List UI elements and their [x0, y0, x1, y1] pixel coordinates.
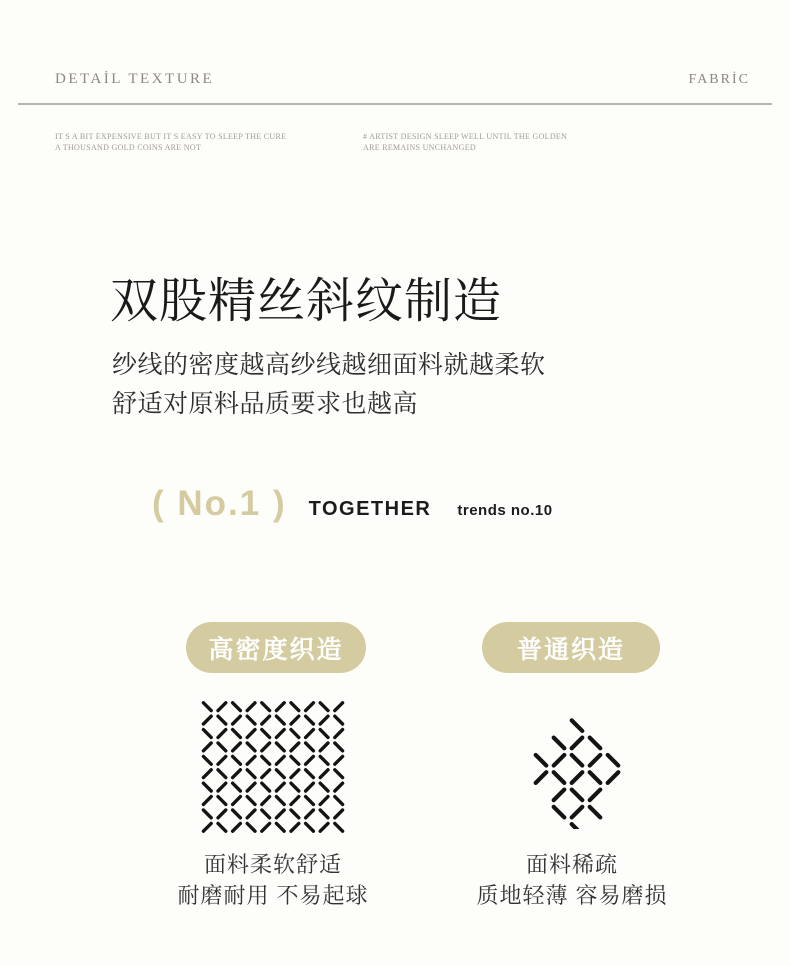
caption-dense-line1: 面料柔软舒适 [203, 852, 342, 877]
trend-label: trends no.10 [457, 502, 553, 519]
badge-high-density-weave: 高密度织造 [186, 622, 366, 673]
page-title: 双股精丝斜纹制造 [110, 275, 503, 328]
caption-sparse-line2: 质地轻薄 容易磨损 [476, 883, 668, 908]
badge-ordinary-weave: 普通织造 [482, 622, 660, 673]
brand-label: TOGETHER [308, 498, 432, 520]
header-fabric-label: FABRİC [688, 72, 750, 87]
header-divider [18, 103, 772, 105]
subtitle-line1: 纱线的密度越高纱线越细面料就越柔软 [112, 351, 546, 379]
header-detail-texture-label: DETAİL TEXTURE [55, 71, 215, 87]
tagline-left-line2: A THOUSAND GOLD COINS ARE NOT [55, 143, 202, 152]
sparse-weave-pattern [532, 717, 622, 829]
page-subtitle [112, 346, 546, 424]
dense-weave-pattern [200, 700, 346, 834]
caption-sparse-fabric [465, 849, 679, 911]
number-label: ( No.1 ) [152, 484, 287, 523]
number-row [152, 484, 553, 524]
tagline-left [55, 131, 286, 153]
subtitle-line2: 舒适对原料品质要求也越高 [112, 390, 419, 418]
caption-dense-fabric [166, 849, 380, 911]
caption-dense-line2: 耐磨耐用 不易起球 [177, 883, 369, 908]
tagline-right-line1: # ARTIST DESIGN SLEEP WELL UNTIL THE GOLDEN [363, 132, 568, 141]
tagline-right [363, 131, 567, 153]
tagline-right-line2: ARE REMAINS UNCHANGED [363, 143, 476, 152]
caption-sparse-line1: 面料稀疏 [525, 852, 618, 877]
tagline-left-line1: IT S A BIT EXPENSIVE BUT IT S EASY TO SLEEP THE CURE [55, 132, 287, 141]
